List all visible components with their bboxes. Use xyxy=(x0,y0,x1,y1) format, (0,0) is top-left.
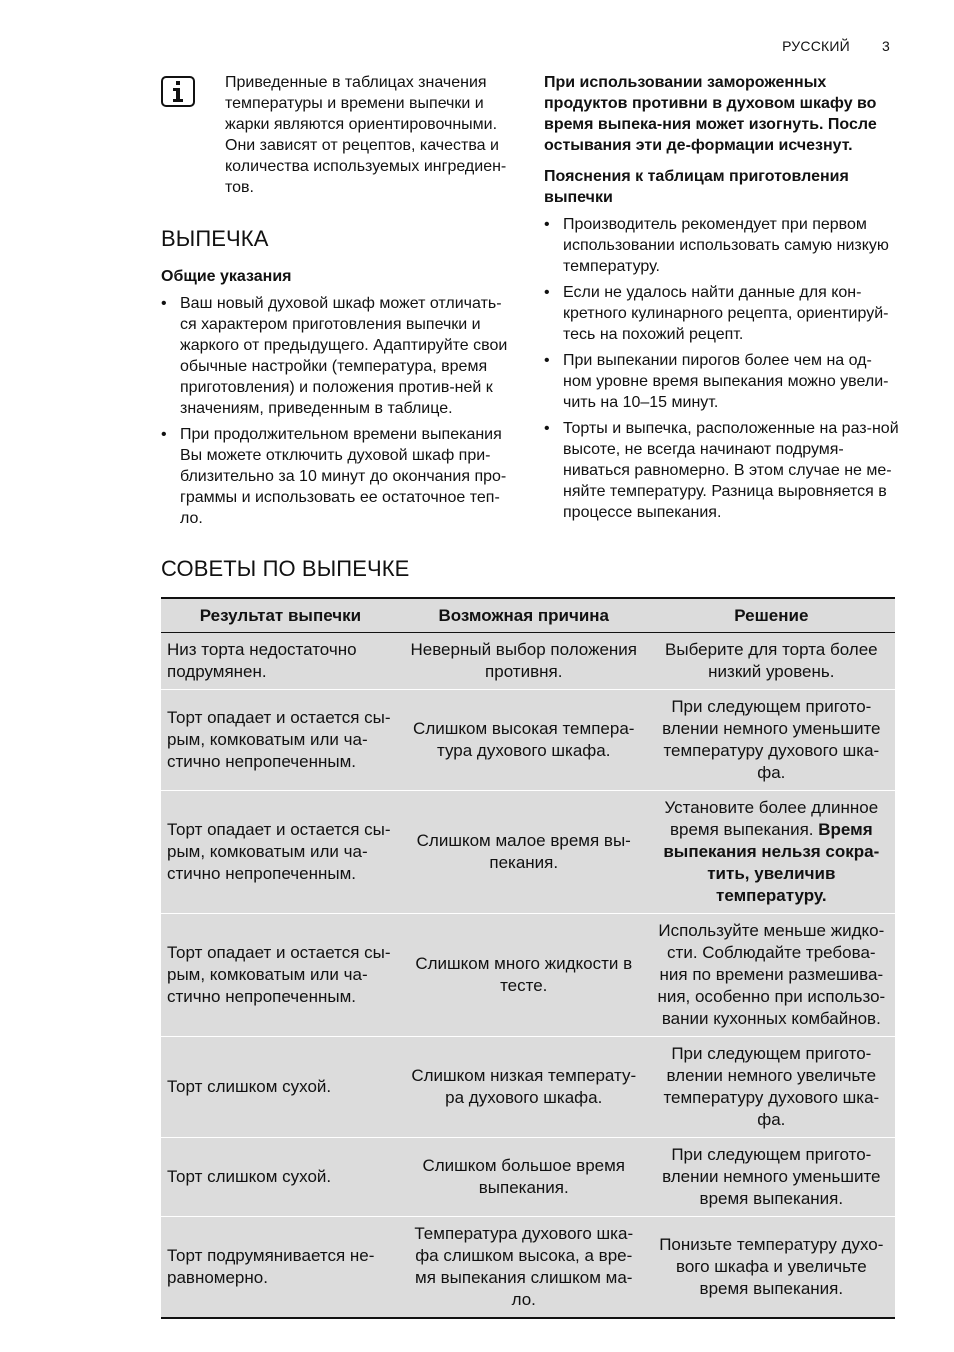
table-row xyxy=(161,633,895,690)
cell-solution: Используйте меньше жидко-сти. Соблюдайте требова-ния по времени размешива-ния, особенно при использо-вании кухонных комбайнов. xyxy=(648,914,895,1037)
list-item: • Ваш новый духовой шкаф может отличать-ся характером приготовления выпечки и жаркого от предыдущего. Адаптируйте свои обычные настройки (температура, время приготовления) и положения против-ней к значениям, приведенным в таблице. xyxy=(161,295,508,417)
table-header-row xyxy=(161,598,895,633)
explanation-bullets xyxy=(544,214,899,523)
table-row xyxy=(161,1138,895,1217)
cell-result: Торт опадает и остается сы-рым, комковатым или ча-стично непропеченным. xyxy=(161,791,400,914)
general-bullets xyxy=(161,293,511,529)
cell-cause: Слишком малое время вы-пекания. xyxy=(400,791,648,914)
info-note xyxy=(161,72,511,198)
list-item: • При выпекании пирогов более чем на од-ном уровне время выпекания можно увели-чить на 10–15 минут. xyxy=(544,352,889,411)
cell-cause: Слишком низкая температу-ра духового шкафа. xyxy=(400,1037,648,1138)
header-solution: Решение xyxy=(648,598,895,633)
cell-cause: Температура духового шка-фа слишком высока, а вре-мя выпекания слишком ма-ло. xyxy=(400,1217,648,1319)
table-row xyxy=(161,690,895,791)
cell-solution: При следующем пригото-влении немного уменьшите время выпекания. xyxy=(648,1138,895,1217)
cell-solution: Понизьте температуру духо-вого шкафа и увеличьте время выпекания. xyxy=(648,1217,895,1319)
cell-cause: Слишком высокая темпера-тура духового шкафа. xyxy=(400,690,648,791)
list-item: • При продолжительном времени выпекания Вы можете отключить духовой шкаф при-близительно за 10 минут до окончания про-граммы и использовать ее остаточное теп-ло. xyxy=(161,426,507,527)
cell-solution: Выберите для торта более низкий уровень. xyxy=(648,633,895,690)
cell-cause: Слишком много жидкости в тесте. xyxy=(400,914,648,1037)
page-header xyxy=(782,38,890,54)
table-row xyxy=(161,791,895,914)
list-item: • Производитель рекомендует при первом использовании использовать самую низкую температуру. xyxy=(544,216,889,275)
table-row xyxy=(161,1037,895,1138)
language-label: РУССКИЙ xyxy=(782,38,850,54)
subtitle-explanations: Пояснения к таблицам приготовления выпечки xyxy=(544,168,849,206)
cell-cause: Слишком большое время выпекания. xyxy=(400,1138,648,1217)
cell-result: Низ торта недостаточно подрумянен. xyxy=(161,633,400,690)
section-title-tips: СОВЕТЫ ПО ВЫПЕЧКЕ xyxy=(161,556,410,581)
right-column xyxy=(544,72,899,528)
section-title-baking: ВЫПЕЧКА xyxy=(161,226,269,251)
table-row xyxy=(161,1217,895,1319)
left-column xyxy=(161,72,511,534)
cell-solution: При следующем пригото-влении немного увеличьте температуру духового шка-фа. xyxy=(648,1037,895,1138)
page-number: 3 xyxy=(882,38,890,54)
table-row xyxy=(161,914,895,1037)
cell-result: Торт опадает и остается сы-рым, комковатым или ча-стично непропеченным. xyxy=(161,914,400,1037)
cell-result: Торт слишком сухой. xyxy=(161,1138,400,1217)
cell-cause: Неверный выбор положения противня. xyxy=(400,633,648,690)
header-cause: Возможная причина xyxy=(400,598,648,633)
subtitle-general: Общие указания xyxy=(161,268,292,285)
frozen-warning: При использовании замороженных продуктов противни в духовом шкафу во время выпека-ния может изогнуть. После остывания эти де-формации исчезнут. xyxy=(544,74,877,154)
list-item: • Если не удалось найти данные для кон-кретного кулинарного рецепта, ориентируй-тесь на похожий рецепт. xyxy=(544,284,889,343)
solution-bold-note: Время выпекания нельзя сокра-тить, увеличив температуру. xyxy=(663,820,880,905)
cell-solution: При следующем пригото-влении немного уменьшите температуру духового шка-фа. xyxy=(648,690,895,791)
info-note-text: Приведенные в таблицах значения температуры и времени выпечки и жарки являются ориентировочными. Они зависят от рецептов, качества и количества используемых ингредиен-тов. xyxy=(225,74,507,196)
cell-solution: Установите более длинное время выпекания. Время выпекания нельзя сокра-тить, увеличив температуру. xyxy=(648,791,895,914)
cell-result: Торт слишком сухой. xyxy=(161,1037,400,1138)
info-icon xyxy=(161,76,195,107)
list-item: • Торты и выпечка, расположенные на раз-ной высоте, не всегда начинают подрумя-ниваться равномерно. В этом случае не ме-няйте температуру. Разница выровняется в процессе выпекания. xyxy=(544,420,899,521)
header-result: Результат выпечки xyxy=(161,598,400,633)
cell-result: Торт подрумянивается не-равномерно. xyxy=(161,1217,400,1319)
cell-result: Торт опадает и остается сы-рым, комковатым или ча-стично непропеченным. xyxy=(161,690,400,791)
tips-table xyxy=(161,597,895,1319)
